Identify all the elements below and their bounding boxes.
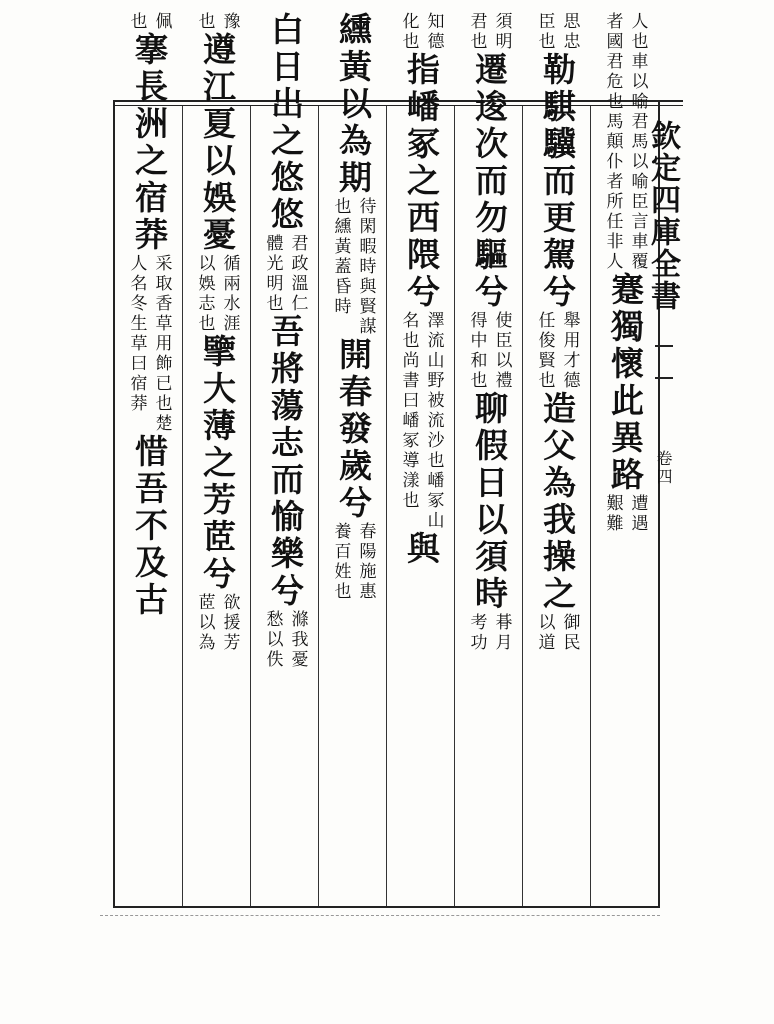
commentary-note (127, 12, 172, 32)
juan-label: 卷四 (654, 450, 673, 486)
note-line: 得中和也 (466, 311, 487, 391)
main-text: 勒騏驥而更駕兮 (538, 52, 577, 311)
commentary-note (467, 311, 512, 391)
commentary-note (331, 522, 376, 602)
main-text: 遷逡次而勿驅兮 (470, 52, 509, 311)
column-divider (522, 106, 523, 906)
main-text: 擥大薄之芳茝兮 (198, 334, 237, 593)
main-text: 纁黃以為期 (334, 12, 373, 197)
note-line: 人名冬生草曰宿莽 (126, 254, 147, 414)
commentary-note (467, 613, 512, 653)
main-text: 惜吾不及古 (130, 434, 169, 619)
commentary-note (535, 613, 580, 653)
note-line: 豫 (219, 12, 240, 32)
column-divider (454, 106, 455, 906)
text-column (596, 12, 654, 797)
text-column (188, 12, 246, 797)
note-line: 朞月 (491, 613, 512, 653)
note-line: 君政溫仁 (287, 234, 308, 314)
note-line: 知德 (423, 12, 444, 52)
left-rule (113, 100, 115, 908)
note-line: 待閑暇時與賢謀 (355, 197, 376, 337)
text-column (120, 12, 178, 797)
note-line: 茝以為 (194, 593, 215, 653)
commentary-note (331, 197, 376, 337)
note-line: 臣也 (534, 12, 555, 52)
bottom-rule (113, 906, 658, 908)
commentary-note (535, 311, 580, 391)
text-column (528, 12, 586, 797)
note-line: 考功 (466, 613, 487, 653)
text-column (256, 12, 314, 797)
note-line: 須明 (491, 12, 512, 52)
note-line: 愁以佚 (262, 610, 283, 670)
note-line: 舉用才德 (559, 311, 580, 391)
column-divider (182, 106, 183, 906)
main-text: 白日出之悠悠 (266, 12, 305, 234)
commentary-note (263, 610, 308, 670)
main-text: 指嶓冢之西隈兮 (402, 52, 441, 311)
column-divider (250, 106, 251, 906)
note-line: 也纁黃蓋昏時 (330, 197, 351, 317)
commentary-note (603, 494, 648, 534)
main-text: 造父為我操之 (538, 391, 577, 613)
main-text: 吾將蕩志而愉樂兮 (266, 314, 305, 610)
note-line: 名也尚書曰嶓冢導漾也 (398, 311, 419, 511)
note-line: 采取香草用飾已也楚 (151, 254, 172, 434)
note-line: 佩 (151, 12, 172, 32)
note-line: 也 (126, 12, 147, 32)
commentary-note (467, 12, 512, 52)
commentary-note (263, 234, 308, 314)
text-column (460, 12, 518, 797)
column-divider (318, 106, 319, 906)
main-text: 蹇獨懷此異路 (606, 272, 645, 494)
note-line: 也 (194, 12, 215, 32)
note-line: 任俊賢也 (534, 311, 555, 391)
note-line: 人也車以喻君馬以喻臣言車覆 (627, 12, 648, 272)
note-line: 春陽施惠 (355, 522, 376, 602)
note-line: 思忠 (559, 12, 580, 52)
note-line: 澤流山野被流沙也嶓冢山 (423, 311, 444, 531)
commentary-note (195, 12, 240, 32)
commentary-note (399, 12, 444, 52)
note-line: 君也 (466, 12, 487, 52)
commentary-note (399, 311, 444, 531)
bottom-margin (100, 915, 660, 926)
note-line: 養百姓也 (330, 522, 351, 602)
note-line: 體光明也 (262, 234, 283, 314)
text-column (392, 12, 450, 797)
note-line: 化也 (398, 12, 419, 52)
note-line: 御民 (559, 613, 580, 653)
fishtail-mark (655, 345, 673, 379)
commentary-note (195, 593, 240, 653)
commentary-note (127, 254, 172, 434)
note-line: 者國君危也馬顛仆者所任非人 (602, 12, 623, 272)
note-line: 以道 (534, 613, 555, 653)
commentary-note (195, 254, 240, 334)
book-title: 欽定四庫全書 (645, 120, 680, 312)
main-text: 遵江夏以娛憂 (198, 32, 237, 254)
main-text: 搴長洲之宿莽 (130, 32, 169, 254)
note-line: 艱難 (602, 494, 623, 534)
column-divider (590, 106, 591, 906)
note-line: 滌我憂 (287, 610, 308, 670)
main-text: 開春發歲兮 (334, 337, 373, 522)
column-divider (386, 106, 387, 906)
note-line: 使臣以禮 (491, 311, 512, 391)
commentary-note (535, 12, 580, 52)
main-text: 與 (402, 531, 441, 568)
note-line: 遭遇 (627, 494, 648, 534)
note-line: 欲援芳 (219, 593, 240, 653)
main-text: 聊假日以須時 (470, 391, 509, 613)
note-line: 以娛志也 (194, 254, 215, 334)
note-line: 循兩水涯 (219, 254, 240, 334)
commentary-note (603, 12, 648, 272)
text-column (324, 12, 382, 797)
